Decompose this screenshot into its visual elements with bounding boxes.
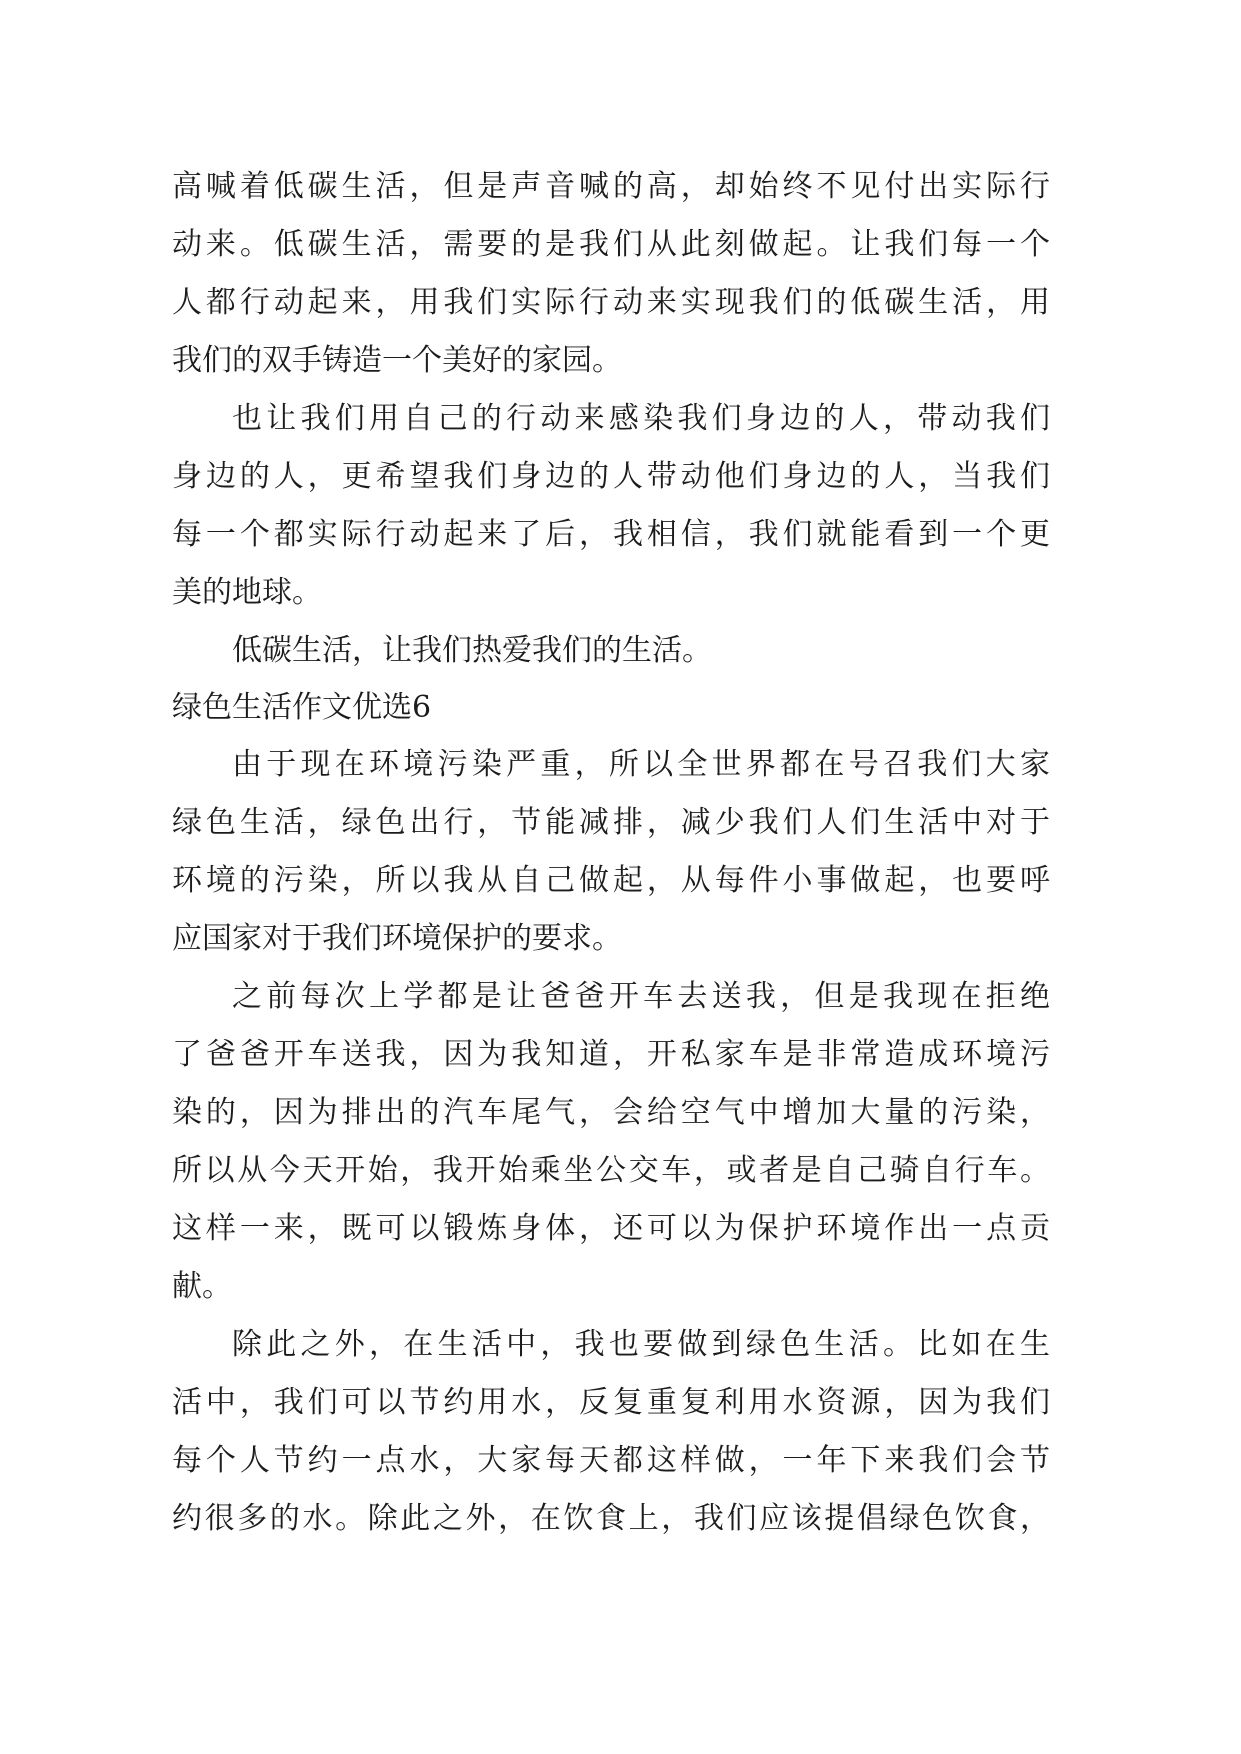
body-text-line: 应国家对于我们环境保护的要求。 (172, 921, 622, 956)
body-text-line: 染的，因为排出的汽车尾气，会给空气中增加大量的污染， (172, 1095, 1050, 1130)
paragraph (172, 968, 1050, 1316)
body-text-line: 每个人节约一点水，大家每天都这样做，一年下来我们会节 (172, 1443, 1050, 1478)
body-text-line: 每一个都实际行动起来了后，我相信，我们就能看到一个更 (172, 517, 1050, 552)
paragraph (172, 390, 1050, 622)
body-text-line: 环境的污染，所以我从自己做起，从每件小事做起，也要呼 (172, 863, 1050, 898)
body-text-line: 美的地球。 (172, 575, 322, 610)
body-text-line: 所以从今天开始，我开始乘坐公交车，或者是自己骑自行车。 (172, 1153, 1050, 1188)
body-text-line: 除此之外，在生活中，我也要做到绿色生活。比如在生 (232, 1327, 1050, 1362)
paragraph (172, 736, 1050, 968)
section-heading: 绿色生活作文优选6 (172, 690, 432, 725)
body-text-line: 活中，我们可以节约用水，反复重复利用水资源，因为我们 (172, 1385, 1050, 1420)
body-text-line: 身边的人，更希望我们身边的人带动他们身边的人，当我们 (172, 459, 1050, 494)
body-text-line: 绿色生活，绿色出行，节能减排，减少我们人们生活中对于 (172, 805, 1050, 840)
document-body (172, 158, 1050, 1548)
body-text-line: 也让我们用自己的行动来感染我们身边的人，带动我们 (232, 401, 1050, 436)
body-text-line: 献。 (172, 1269, 232, 1304)
body-text-line: 由于现在环境污染严重，所以全世界都在号召我们大家 (232, 747, 1050, 782)
paragraph (172, 622, 1050, 680)
body-text-line: 高喊着低碳生活，但是声音喊的高，却始终不见付出实际行 (172, 169, 1050, 204)
paragraph (172, 158, 1050, 390)
body-text-line: 之前每次上学都是让爸爸开车去送我，但是我现在拒绝 (232, 979, 1050, 1014)
body-text-line: 这样一来，既可以锻炼身体，还可以为保护环境作出一点贡 (172, 1211, 1050, 1246)
body-text-line: 动来。低碳生活，需要的是我们从此刻做起。让我们每一个 (172, 227, 1050, 262)
body-text-line: 低碳生活，让我们热爱我们的生活。 (232, 633, 712, 668)
body-text-line: 了爸爸开车送我，因为我知道，开私家车是非常造成环境污 (172, 1037, 1050, 1072)
body-text-line: 人都行动起来，用我们实际行动来实现我们的低碳生活，用 (172, 285, 1050, 320)
body-text-line: 我们的双手铸造一个美好的家园。 (172, 343, 622, 378)
body-text-line: 约很多的水。除此之外，在饮食上，我们应该提倡绿色饮食， (172, 1501, 1050, 1536)
paragraph (172, 1316, 1050, 1548)
